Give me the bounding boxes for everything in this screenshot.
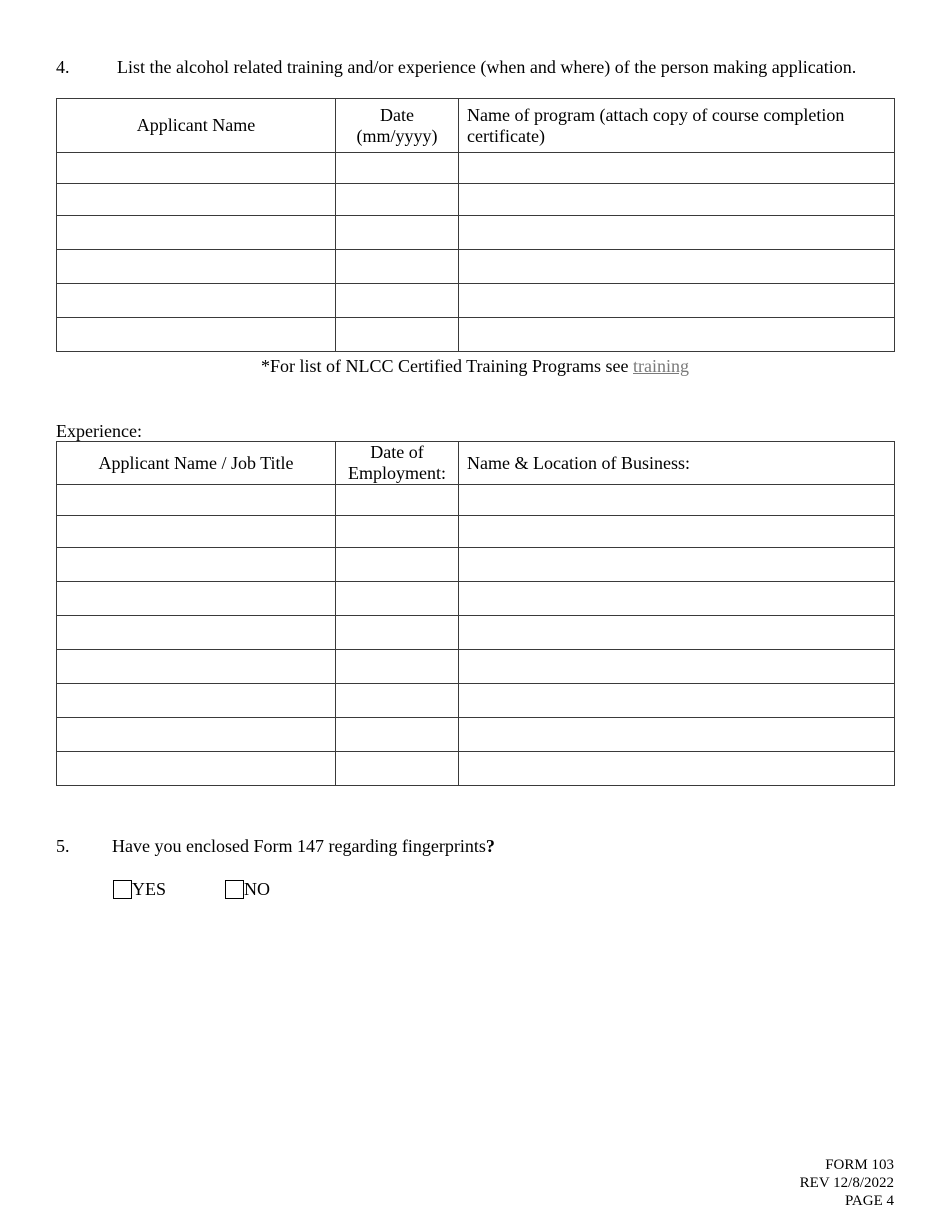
experience-header-row	[57, 442, 895, 485]
experience-cell-date-of-employment[interactable]	[336, 752, 459, 786]
experience-cell-applicant-job-title[interactable]	[57, 718, 336, 752]
footer-form-number: FORM 103	[825, 1157, 894, 1173]
training-cell-date[interactable]	[336, 250, 459, 284]
training-cell-applicant-name[interactable]	[57, 250, 336, 284]
experience-cell-applicant-job-title[interactable]	[57, 516, 336, 548]
training-header-row	[57, 99, 895, 153]
training-cell-applicant-name[interactable]	[57, 216, 336, 250]
training-row	[57, 250, 895, 284]
experience-table	[56, 441, 895, 786]
training-cell-applicant-name[interactable]	[57, 153, 336, 184]
training-row	[57, 153, 895, 184]
no-option[interactable]	[225, 879, 270, 900]
training-cell-date[interactable]	[336, 318, 459, 352]
training-cell-applicant-name[interactable]	[57, 184, 336, 216]
header-applicant-job-title: Applicant Name / Job Title	[57, 442, 336, 485]
header-date-text: Date (mm/yyyy)	[356, 104, 438, 146]
training-row	[57, 184, 895, 216]
training-note-text: *For list of NLCC Certified Training Programs see	[261, 356, 633, 376]
training-link[interactable]: training	[633, 356, 689, 376]
experience-cell-date-of-employment[interactable]	[336, 684, 459, 718]
training-cell-applicant-name[interactable]	[57, 318, 336, 352]
experience-row	[57, 616, 895, 650]
training-row	[57, 284, 895, 318]
question-4-number: 4.	[56, 57, 70, 77]
experience-cell-applicant-job-title[interactable]	[57, 582, 336, 616]
experience-cell-applicant-job-title[interactable]	[57, 616, 336, 650]
training-cell-program-name[interactable]	[459, 250, 895, 284]
question-4-text: List the alcohol related training and/or experience (when and where) of the person making application.	[117, 57, 857, 77]
experience-cell-date-of-employment[interactable]	[336, 485, 459, 516]
experience-row	[57, 752, 895, 786]
training-cell-applicant-name[interactable]	[57, 284, 336, 318]
experience-cell-date-of-employment[interactable]	[336, 650, 459, 684]
question-5-number: 5.	[56, 836, 70, 856]
experience-cell-date-of-employment[interactable]	[336, 616, 459, 650]
experience-cell-business-name-location[interactable]	[459, 718, 895, 752]
experience-row	[57, 548, 895, 582]
training-cell-program-name[interactable]	[459, 184, 895, 216]
experience-cell-date-of-employment[interactable]	[336, 516, 459, 548]
header-date-of-employment	[336, 442, 459, 485]
training-cell-date[interactable]	[336, 284, 459, 318]
training-row	[57, 318, 895, 352]
experience-cell-business-name-location[interactable]	[459, 516, 895, 548]
experience-cell-business-name-location[interactable]	[459, 548, 895, 582]
experience-cell-business-name-location[interactable]	[459, 650, 895, 684]
no-label: NO	[244, 879, 270, 899]
training-cell-date[interactable]	[336, 216, 459, 250]
training-cell-program-name[interactable]	[459, 153, 895, 184]
experience-cell-applicant-job-title[interactable]	[57, 752, 336, 786]
training-cell-program-name[interactable]	[459, 284, 895, 318]
header-program-name: Name of program (attach copy of course completion certificate)	[459, 99, 895, 153]
experience-row	[57, 650, 895, 684]
training-row	[57, 216, 895, 250]
yes-checkbox[interactable]	[113, 880, 132, 899]
footer-revision: REV 12/8/2022	[799, 1175, 894, 1191]
training-cell-date[interactable]	[336, 153, 459, 184]
training-cell-date[interactable]	[336, 184, 459, 216]
experience-cell-applicant-job-title[interactable]	[57, 684, 336, 718]
header-date-of-employment-text: Date of Employment:	[348, 442, 446, 483]
experience-cell-applicant-job-title[interactable]	[57, 485, 336, 516]
training-note	[56, 356, 894, 377]
yes-label: YES	[132, 879, 167, 899]
training-cell-program-name[interactable]	[459, 318, 895, 352]
experience-row	[57, 485, 895, 516]
form-footer	[800, 1156, 894, 1210]
experience-cell-business-name-location[interactable]	[459, 582, 895, 616]
header-business-name-location: Name & Location of Business:	[459, 442, 895, 485]
yes-option[interactable]	[113, 879, 166, 900]
experience-cell-date-of-employment[interactable]	[336, 548, 459, 582]
experience-row	[57, 582, 895, 616]
experience-row	[57, 718, 895, 752]
training-cell-program-name[interactable]	[459, 216, 895, 250]
experience-row	[57, 684, 895, 718]
question-5-text	[112, 836, 495, 857]
experience-cell-date-of-employment[interactable]	[336, 582, 459, 616]
experience-cell-applicant-job-title[interactable]	[57, 548, 336, 582]
question-5-label: Have you enclosed Form 147 regarding fingerprints	[112, 836, 486, 856]
experience-cell-business-name-location[interactable]	[459, 616, 895, 650]
experience-row	[57, 516, 895, 548]
experience-cell-business-name-location[interactable]	[459, 684, 895, 718]
experience-label: Experience:	[56, 421, 142, 441]
question-5-mark: ?	[485, 836, 495, 856]
experience-cell-date-of-employment[interactable]	[336, 718, 459, 752]
header-applicant-name: Applicant Name	[57, 99, 336, 153]
no-checkbox[interactable]	[225, 880, 244, 899]
experience-cell-business-name-location[interactable]	[459, 485, 895, 516]
header-date	[336, 99, 459, 153]
training-table	[56, 98, 895, 352]
footer-page-number: PAGE 4	[844, 1193, 894, 1209]
experience-cell-applicant-job-title[interactable]	[57, 650, 336, 684]
experience-cell-business-name-location[interactable]	[459, 752, 895, 786]
